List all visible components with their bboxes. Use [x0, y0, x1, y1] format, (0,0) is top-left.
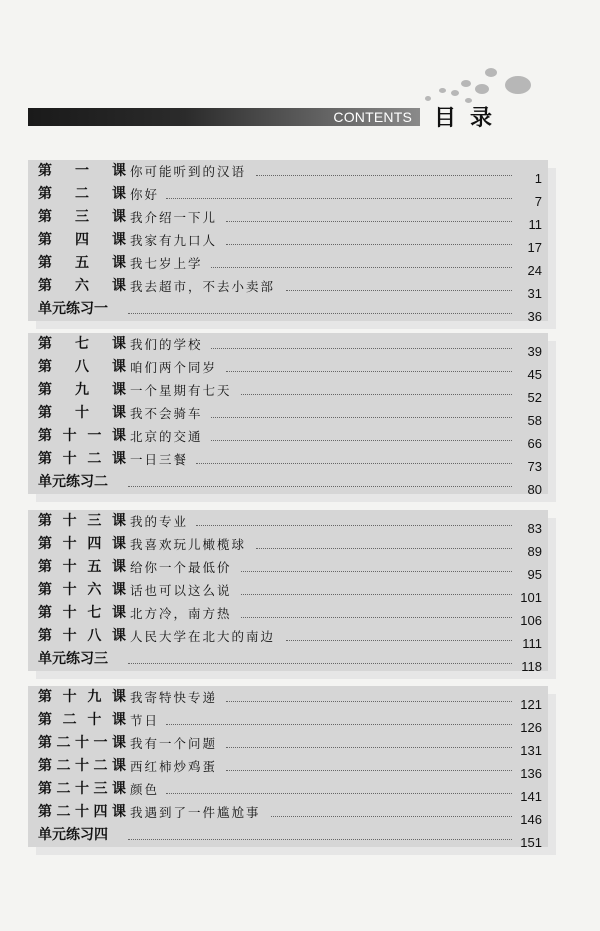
- practice-label: 单元练习一: [38, 301, 108, 317]
- lesson-number: 第 十 六 课: [38, 582, 126, 598]
- lesson-number: 第 七 课: [38, 336, 126, 352]
- dot-leader: [271, 816, 512, 817]
- toc-lesson-row[interactable]: [28, 801, 548, 827]
- dot-leader: [226, 221, 512, 222]
- dot-leader: [241, 394, 512, 395]
- lesson-title: 我寄特快专递: [130, 690, 218, 705]
- lesson-title: 北方冷，南方热: [130, 606, 232, 621]
- page-number: 31: [527, 286, 542, 301]
- page-number: 89: [527, 544, 542, 559]
- toc-practice-row[interactable]: [28, 824, 548, 850]
- dot-leader: [196, 525, 512, 526]
- page-number: 121: [520, 697, 542, 712]
- lesson-number: 第 十 七 课: [38, 605, 126, 621]
- page-number: 83: [527, 521, 542, 536]
- toc-unit-1: [28, 160, 548, 324]
- lesson-number: 第 十 五 课: [38, 559, 126, 575]
- dot-leader: [241, 571, 512, 572]
- lesson-number: 第 六 课: [38, 278, 126, 294]
- lesson-number: 第 十 四 课: [38, 536, 126, 552]
- dot-leader: [226, 371, 512, 372]
- dot-leader: [211, 348, 512, 349]
- practice-label: 单元练习四: [38, 827, 108, 843]
- dot-leader: [196, 463, 512, 464]
- page-title: 目录: [434, 106, 507, 131]
- lesson-title: 一个星期有七天: [130, 383, 232, 398]
- page-number: 101: [520, 590, 542, 605]
- lesson-title: 北京的交通: [130, 429, 203, 444]
- lesson-number: 第 八 课: [38, 359, 126, 375]
- dot-leader: [211, 417, 512, 418]
- page-number: 80: [527, 482, 542, 497]
- dot-leader: [166, 198, 512, 199]
- dot-leader: [166, 793, 512, 794]
- dot-leader: [286, 640, 512, 641]
- lesson-title: 我七岁上学: [130, 256, 203, 271]
- dot-leader: [128, 663, 512, 664]
- page-number: 52: [527, 390, 542, 405]
- lesson-title: 我家有九口人: [130, 233, 218, 248]
- toc-lesson-row[interactable]: [28, 709, 548, 735]
- page-number: 7: [534, 194, 542, 209]
- toc-lesson-row[interactable]: [28, 533, 548, 559]
- practice-label: 单元练习二: [38, 474, 108, 490]
- toc-lesson-row[interactable]: [28, 579, 548, 605]
- dot-leader: [286, 290, 512, 291]
- page-number: 66: [527, 436, 542, 451]
- toc-lesson-row[interactable]: [28, 510, 548, 536]
- lesson-title: 我有一个问题: [130, 736, 218, 751]
- page-number: 151: [520, 835, 542, 850]
- toc-lesson-row[interactable]: [28, 379, 548, 405]
- lesson-title: 我遇到了一件尴尬事: [130, 805, 261, 820]
- dot-leader: [128, 313, 512, 314]
- page-number: 1: [534, 171, 542, 186]
- lesson-number: 第 十 二 课: [38, 451, 126, 467]
- toc-lesson-row[interactable]: [28, 275, 548, 301]
- toc-unit-4: [28, 686, 548, 850]
- dot-leader: [226, 747, 512, 748]
- toc-practice-row[interactable]: [28, 471, 548, 497]
- dot-leader: [128, 486, 512, 487]
- page-number: 11: [528, 217, 542, 232]
- lesson-title: 你可能听到的汉语: [130, 164, 247, 179]
- lesson-title: 话也可以这么说: [130, 583, 232, 598]
- lesson-title: 人民大学在北大的南边: [130, 629, 276, 644]
- page-number: 141: [520, 789, 542, 804]
- contents-label: CONTENTS: [333, 109, 412, 125]
- page-number: 45: [527, 367, 542, 382]
- toc-lesson-row[interactable]: [28, 333, 548, 359]
- toc-lesson-row[interactable]: [28, 556, 548, 582]
- toc-lesson-row[interactable]: [28, 356, 548, 382]
- page-number: 17: [527, 240, 542, 255]
- toc-lesson-row[interactable]: [28, 686, 548, 712]
- toc-lesson-row[interactable]: [28, 778, 548, 804]
- lesson-number: 第 十 八 课: [38, 628, 126, 644]
- lesson-number: 第 十 三 课: [38, 513, 126, 529]
- lesson-title: 你好: [130, 187, 160, 202]
- lesson-number: 第 二 十 二 课: [38, 758, 126, 774]
- page-number: 111: [522, 636, 542, 651]
- toc-lesson-row[interactable]: [28, 448, 548, 474]
- lesson-title: 我去超市，不去小卖部: [130, 279, 276, 294]
- toc-lesson-row[interactable]: [28, 229, 548, 255]
- dot-leader: [226, 770, 512, 771]
- lesson-title: 咱们两个同岁: [130, 360, 218, 375]
- dot-leader: [241, 594, 512, 595]
- page-number: 146: [520, 812, 542, 827]
- toc-lesson-row[interactable]: [28, 602, 548, 628]
- page-number: 126: [520, 720, 542, 735]
- lesson-title: 我不会骑车: [130, 406, 203, 421]
- toc-lesson-row[interactable]: [28, 755, 548, 781]
- lesson-number: 第 五 课: [38, 255, 126, 271]
- page-number: 36: [527, 309, 542, 324]
- lesson-title: 西红柿炒鸡蛋: [130, 759, 218, 774]
- lesson-number: 第 四 课: [38, 232, 126, 248]
- lesson-number: 第 三 课: [38, 209, 126, 225]
- practice-label: 单元练习三: [38, 651, 108, 667]
- lesson-number: 第 二 课: [38, 186, 126, 202]
- toc-practice-row[interactable]: [28, 298, 548, 324]
- toc-lesson-row[interactable]: [28, 402, 548, 428]
- dot-leader: [226, 701, 512, 702]
- toc-lesson-row[interactable]: [28, 252, 548, 278]
- page-number: 73: [527, 459, 542, 474]
- dot-leader: [256, 548, 512, 549]
- lesson-number: 第 十 一 课: [38, 428, 126, 444]
- lesson-title: 一日三餐: [130, 452, 189, 467]
- lesson-title: 我们的学校: [130, 337, 203, 352]
- toc-lesson-row[interactable]: [28, 160, 548, 186]
- lesson-number: 第 二 十 课: [38, 712, 126, 728]
- lesson-number: 第 九 课: [38, 382, 126, 398]
- lesson-number: 第 二 十 三 课: [38, 781, 126, 797]
- dot-leader: [128, 839, 512, 840]
- lesson-title: 颜色: [130, 782, 160, 797]
- dot-leader: [211, 267, 512, 268]
- dot-leader: [226, 244, 512, 245]
- lesson-number: 第 十 九 课: [38, 689, 126, 705]
- toc-lesson-row[interactable]: [28, 206, 548, 232]
- page-number: 136: [520, 766, 542, 781]
- lesson-title: 我喜欢玩儿橄榄球: [130, 537, 247, 552]
- lesson-title: 我的专业: [130, 514, 189, 529]
- page-number: 58: [527, 413, 542, 428]
- lesson-number: 第 二 十 一 课: [38, 735, 126, 751]
- toc-lesson-row[interactable]: [28, 732, 548, 758]
- toc-practice-row[interactable]: [28, 648, 548, 674]
- lesson-number: 第 十 课: [38, 405, 126, 421]
- lesson-number: 第 二 十 四 课: [38, 804, 126, 820]
- dot-leader: [211, 440, 512, 441]
- page-number: 24: [527, 263, 542, 278]
- dot-leader: [241, 617, 512, 618]
- lesson-number: 第 一 课: [38, 163, 126, 179]
- page-number: 118: [521, 659, 542, 674]
- dot-leader: [166, 724, 512, 725]
- lesson-title: 节日: [130, 713, 160, 728]
- page-number: 95: [527, 567, 542, 582]
- lesson-title: 给你一个最低价: [130, 560, 232, 575]
- page-number: 39: [527, 344, 542, 359]
- lesson-title: 我介绍一下儿: [130, 210, 218, 225]
- toc-lesson-row[interactable]: [28, 425, 548, 451]
- dot-leader: [256, 175, 512, 176]
- toc-lesson-row[interactable]: [28, 625, 548, 651]
- toc-unit-3: [28, 510, 548, 674]
- page-number: 106: [520, 613, 542, 628]
- toc-lesson-row[interactable]: [28, 183, 548, 209]
- page-number: 131: [520, 743, 542, 758]
- toc-unit-2: [28, 333, 548, 497]
